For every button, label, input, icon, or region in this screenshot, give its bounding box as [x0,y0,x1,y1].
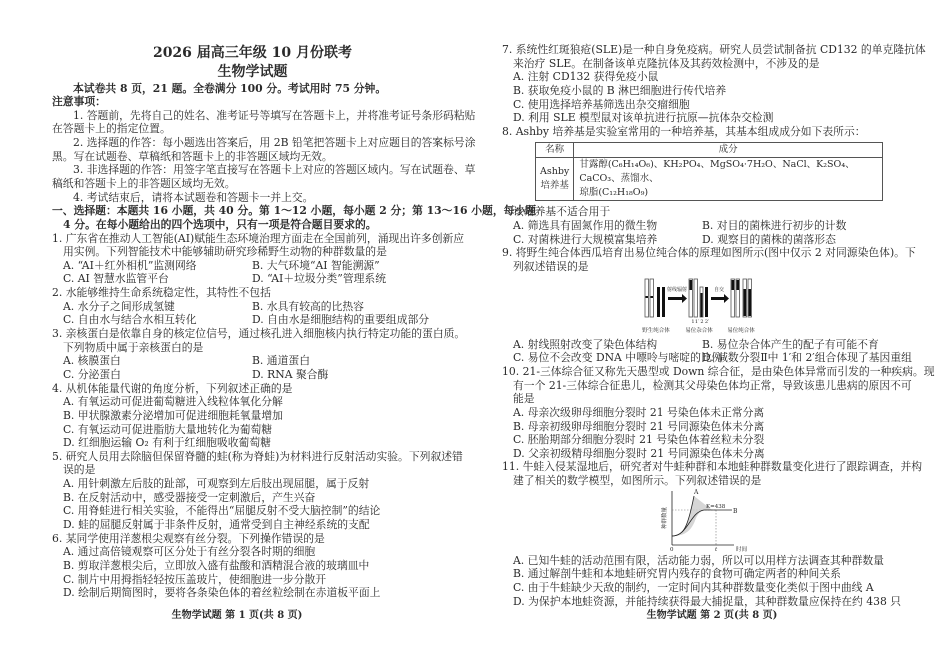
answer-option[interactable]: B. 在反射活动中，感受器接受一定刺激后，产生兴奋 [63,490,316,504]
chromosome-mark-1-prime: 1′ [694,318,700,325]
option-row [502,111,905,125]
answer-option[interactable]: D. 利用 SLE 模型鼠对该单抗进行抗原—抗体杂交检测 [513,111,774,125]
option-row [502,219,905,233]
option-row [52,409,453,423]
option-row [52,300,453,314]
option-row [502,338,905,352]
question-stem-line: 误的是 [63,463,96,477]
question-item [52,327,466,382]
answer-option[interactable]: A. 已知牛蛙的活动范围有限，活动能力弱，所以可以用样方法调查其种群数量 [513,553,884,567]
answer-option[interactable]: C. 制片中用拇指轻轻按压盖玻片，使细胞进一步分散开 [63,572,327,586]
page-2-footer: 生物学试题 第 2 页(共 8 页) [646,610,778,621]
question-item [502,460,923,608]
k-value-label: K=438 [705,503,725,510]
y-axis-label: 种群数量 [661,506,668,529]
answer-option[interactable]: D. 父亲初级精母细胞分裂时 21 号同源染色体未分离 [513,446,765,460]
exam-subject: 生物学试题 [217,63,288,80]
answer-option[interactable]: B. 大气环境“AI 智能溯源” [252,258,380,272]
answer-option[interactable]: C. 使用选择培养基筛选出杂交瘤细胞 [513,97,690,111]
option-row [52,423,453,437]
option-row [52,436,453,450]
notice-line: 2. 选择题的作答：每小题选出答案后，用 2B 铅笔把答题卡上对应题目的答案标号涂 [73,136,476,150]
table-header-name: 名称 [536,143,574,158]
answer-option[interactable]: B. 母亲初级卵母细胞分裂时 21 号同源染色体未分离 [513,419,765,433]
option-row [52,272,453,286]
option-row [502,567,905,581]
question-stem-line: 9. 将野生纯合体西瓜培育出易位纯合体的原理如图所示(图中仅示 2 对同源染色体)。下 [502,246,916,260]
question-item [52,449,463,532]
option-row [502,433,905,447]
question-stem-line: 5. 研究人员用去除脑但保留脊髓的蛙(称为脊蛙)为材料进行反射活动实验。下列叙述错 [52,449,463,463]
question-stem-line: 建了相关的数学模型，如图所示。下列叙述错误的是 [513,474,762,488]
translocation-heterozygote-chromosomes [689,279,708,317]
answer-option[interactable]: B. 剪取洋葱根尖后，立即放入盛有盐酸和酒精混合液的玻璃皿中 [63,558,370,572]
arrow-icon [711,294,729,303]
question-stem-line: 下列物质中属于亲核蛋白的是 [63,340,204,354]
x-axis-label: 时间 [735,546,747,552]
question-item [502,364,935,460]
notice-line: 黑。写在试题卷、草稿纸和答题卡上的非答题区域均无效。 [52,149,333,163]
notice-line: 在答题卡上的指定位置。 [52,122,171,136]
label-wild-homozygote: 野生纯合体 [642,327,670,334]
question-stem-line: 8. Ashby 培养基是实验室常用的一种培养基，其基本组成成分如下表所示： [502,124,866,138]
question-stem-line: 4. 从机体能量代谢的角度分析，下列叙述正确的是 [52,381,293,395]
option-row [52,477,453,491]
answer-option[interactable]: D. “AI＋垃圾分类”管理系统 [252,272,387,286]
exam-info: 本试卷共 8 页，21 题。全卷满分 100 分。考试用时 75 分钟。 [73,81,387,95]
answer-option[interactable]: A. 有氧运动可促进葡萄糖进入线粒体氧化分解 [63,395,283,409]
answer-option[interactable]: A. “AI＋红外相机”监测网络 [63,258,197,272]
answer-option[interactable]: A. 通过高倍镜观察可区分处于有丝分裂各时期的细胞 [63,545,316,559]
question-stem-line: 能是 [513,392,535,406]
chromosome-mark-2-prime: 2′ [704,318,710,325]
chromosome-translocation-figure [502,277,905,338]
t-label: t [714,546,717,552]
section-heading-line: 4 分。在每小题给出的四个选项中，只有一项是符合题目要求的。 [63,217,377,231]
option-row [502,84,905,98]
table-header-components: 成分 [574,143,883,158]
answer-option[interactable]: A. 筛选具有固氮作用的微生物 [513,219,658,233]
answer-option[interactable]: D. 为保护本地蛙资源，并能持续获得最大捕捉量，其种群数量应保持在约 438 只 [513,594,902,608]
answer-option[interactable]: A. 注射 CD132 获得免疫小鼠 [513,70,659,84]
answer-option[interactable]: D. 观察目的菌株的菌落形态 [702,232,836,246]
answer-option[interactable]: B. 甲状腺激素分泌增加可促进细胞耗氧量增加 [63,408,283,422]
answer-option[interactable]: C. 分泌蛋白 [63,367,121,381]
option-row [52,491,453,505]
question-stem-line: 6. 某同学使用洋葱根尖观察有丝分裂。下列操作错误的是 [52,531,325,545]
page-2-column [502,43,935,608]
answer-option[interactable]: D. 减数分裂Ⅱ中 1′和 2′组合体现了基因重组 [702,351,912,365]
answer-option[interactable]: C. AI 智慧水监管平台 [63,272,169,286]
option-row [502,98,905,112]
curve-a-label: A [693,488,698,496]
answer-option[interactable]: C. 自由水与结合水相互转化 [63,313,197,327]
option-row [52,518,453,532]
curve-b-label: B [732,507,737,515]
option-row [502,406,905,420]
notice-line: 1. 答题前，先将自己的姓名、准考证号等填写在答题卡上，并将准考证号条形码粘贴 [73,108,476,122]
ingredients-table [535,142,883,201]
wild-homozygote-chromosomes [645,279,665,317]
answer-option[interactable]: D. 自由水是细胞结构的重要组成部分 [252,313,430,327]
option-row [52,559,453,573]
question-stem-line: 1. 广东省在推动人工智能(AI)赋能生态环境治理方面走在全国前列，涌现出许多创新应 [52,231,465,245]
answer-option[interactable]: C. 易位不会改变 DNA 中嘌呤与嘧啶的比例 [513,351,723,365]
question-item [502,125,905,247]
option-row [502,70,905,84]
population-growth-graph [502,488,905,554]
table-cell-components-line: 甘露醇(C₆H₁₄O₆)、KH₂PO₄、MgSO₄·7H₂O、NaCl、K₂SO₄、CaCO₃、蒸馏水、 [579,159,855,185]
question-item [502,246,916,365]
answer-option[interactable]: C. 有氧运动可促进脂肪大量地转化为葡萄糖 [63,422,273,436]
answer-option[interactable]: A. 用针刺激左后肢的趾部，可观察到左后肢出现屈腿，属于反射 [63,477,370,491]
question-stem-line: 列叙述错误的是 [513,260,589,274]
answer-option[interactable]: C. 对菌株进行大规模富集培养 [513,232,658,246]
page-1-footer: 生物学试题 第 1 页(共 8 页) [171,610,303,621]
curve-b [672,510,732,536]
arrow-label-radiation: 射线辐射 [666,286,688,293]
option-row [52,395,453,409]
question-item [52,231,465,287]
option-row [502,420,905,434]
question-item [502,43,926,125]
option-row [52,545,453,559]
question-item [52,286,453,327]
question-stem-line: 该培养基不适合用于 [513,205,611,219]
answer-option[interactable]: B. 水具有较高的比热容 [252,299,364,313]
option-row [502,554,905,568]
answer-option[interactable]: D. 绘制后期简图时，要将各条染色体的着丝粒绘制在赤道板平面上 [63,586,381,600]
arrow-label-selfing: 自交 [713,286,725,293]
table-cell-name [536,158,574,201]
answer-option[interactable]: D. RNA 聚合酶 [252,367,329,381]
label-translocation-heterozygote: 易位杂合体 [685,327,713,334]
shaded-area [672,496,712,536]
answer-option[interactable]: B. 易位杂合体产生的配子有可能不育 [702,337,879,351]
chromosome-mark-1: 1 [691,318,695,325]
table-cell-components [574,158,883,201]
option-row [502,233,905,247]
option-row [52,259,453,273]
exam-title: 2026 届高三年级 10 月份联考 [152,45,353,61]
answer-option[interactable]: C. 用脊蛙进行相关实验，不能得出“屈腿反射不受大脑控制”的结论 [63,504,381,518]
option-row [502,447,905,461]
answer-option[interactable]: A. 母亲次级卵母细胞分裂时 21 号染色体未正常分离 [513,405,765,419]
notice-line: 4. 考试结束后，请将本试题卷和答题卡一并上交。 [73,190,314,204]
answer-option[interactable]: D. 蛙的屈腿反射属于非条件反射，通常受到自主神经系统的支配 [63,518,370,531]
question-stem-line: 10. 21-三体综合征又称先天愚型或 Down 综合征，是由染色体异常而引发的一种疾病。现 [502,364,935,378]
answer-option[interactable]: D. 红细胞运输 O₂ 有利于红细胞吸收葡萄糖 [63,436,271,450]
option-row [502,351,912,365]
answer-option[interactable]: B. 获取免疫小鼠的 B 淋巴细胞进行传代培养 [513,83,727,97]
answer-option[interactable]: A. 核膜蛋白 [63,354,121,368]
table-cell-name-line: Ashby [540,166,570,178]
answer-option[interactable]: B. 通过解剖牛蛙和本地蛙研究胃内残存的食物可确定两者的种间关系 [513,567,841,581]
option-row [52,504,453,518]
chromosome-mark-2: 2 [700,318,704,325]
section-heading-line: 一、选择题：本题共 16 小题，共 40 分。第 1～12 小题，每小题 2 分；第 13～16 小题，每小题 [52,204,537,218]
arrow-icon [668,294,687,303]
notice-line: 3. 非选择题的作答：用签字笔直接写在答题卡上对应的答题区域内。写在试题卷、草 [73,163,476,177]
option-row [52,354,453,368]
answer-option[interactable]: A. 水分子之间形成氢键 [63,299,175,313]
option-row [502,581,905,595]
option-row [52,313,453,327]
question-stem-line: 7. 系统性红斑狼疮(SLE)是一种自身免疫病。研究人员尝试制备抗 CD132 的单克隆抗体 [502,43,926,56]
question-stem-line: 11. 牛蛙入侵某湿地后，研究者对牛蛙种群和本地蛙种群数量变化进行了跟踪调查，并构 [502,460,923,474]
question-stem-line: 用实例。下列智能技术中能够辅助研究珍稀野生动物的种群数量的是 [63,245,387,259]
question-stem-line: 2. 水能够维持生命系统稳定性，其特性不包括 [52,286,271,300]
notice-line: 稿纸和答题卡上的非答题区域均无效。 [52,176,236,190]
label-translocation-homozygote: 易位纯合体 [727,327,755,334]
option-row [52,573,453,587]
notice-heading: 注意事项： [52,95,106,109]
answer-option[interactable]: B. 对目的菌株进行初步的计数 [702,219,847,233]
answer-option[interactable]: A. 射线照射改变了染色体结构 [513,337,658,351]
question-item [52,382,453,450]
origin-label: 0 [669,546,673,552]
answer-option[interactable]: C. 由于牛蛙缺少天敌的制约，一定时间内其种群数量变化类似于图中曲线 A [513,581,874,595]
question-stem-line: 来治疗 SLE。在制备该单克隆抗体及其药效检测中，不涉及的是 [513,56,820,70]
table-cell-components-line: 琼脂(C₁₂H₁₈O₉) [579,187,649,199]
answer-option[interactable]: C. 胚胎期部分细胞分裂时 21 号染色体着丝粒未分裂 [513,433,765,447]
answer-option[interactable]: B. 通道蛋白 [252,354,310,368]
translocation-homozygote-chromosomes [731,279,752,317]
option-row [52,368,453,382]
option-row [52,586,453,600]
question-stem-line: 有一个 21-三体综合征患儿，检测其父母染色体均正常，导致该患儿患病的原因不可 [513,378,912,392]
question-item [52,532,453,600]
question-stem-line: 3. 亲核蛋白是依靠自身的核定位信号，通过核孔进入细胞核内执行特定功能的蛋白质。 [52,327,466,341]
table-cell-name-line: 培养基 [540,180,569,192]
